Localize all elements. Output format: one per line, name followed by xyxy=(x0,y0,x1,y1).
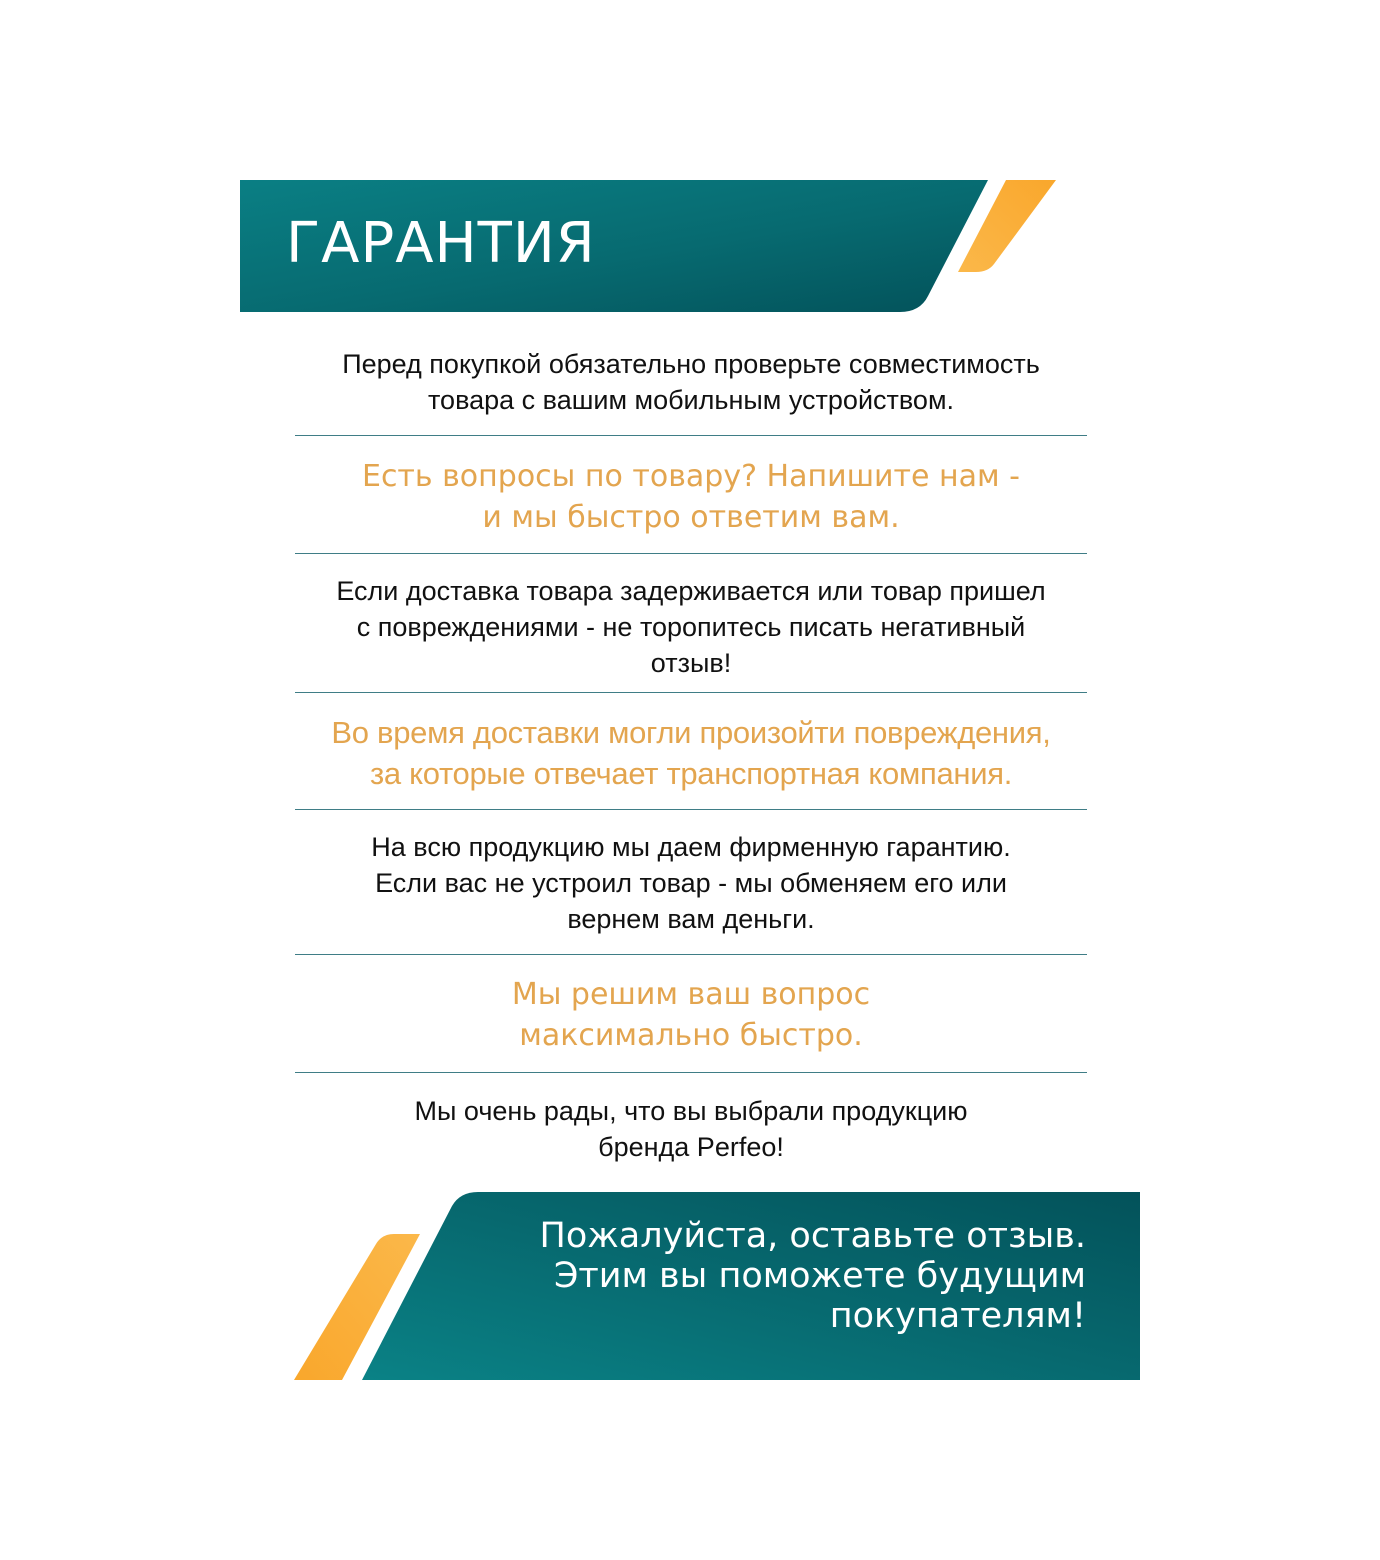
info-block-thanks xyxy=(295,1073,1087,1173)
page-title: ГАРАНТИЯ xyxy=(286,211,596,276)
footer-banner xyxy=(294,1192,1140,1380)
info-block-fast-resolution xyxy=(295,955,1087,1073)
info-blocks xyxy=(295,330,1087,1173)
info-block-delivery-delay xyxy=(295,554,1087,693)
transport-damage-text: Во время доставки могли произойти повреждения, за которые отвечает транспортная компания. xyxy=(331,715,1051,791)
compatibility-text: Перед покупкой обязательно проверьте совместимость товара с вашим мобильным устройством. xyxy=(342,349,1040,415)
delivery-delay-text: Если доставка товара задерживается или товар пришел с повреждениями - не торопитесь писать негативный отзыв! xyxy=(336,576,1046,678)
info-block-compatibility xyxy=(295,330,1087,436)
thanks-text: Мы очень рады, что вы выбрали продукцию бренда Perfeo! xyxy=(414,1096,968,1162)
warranty-card xyxy=(240,180,1140,1380)
info-block-transport-damage xyxy=(295,693,1087,810)
info-block-questions xyxy=(295,436,1087,554)
guarantee-text: На всю продукцию мы даем фирменную гарантию. Если вас не устроил товар - мы обменяем его или вернем вам деньги. xyxy=(371,832,1011,934)
info-block-guarantee xyxy=(295,810,1087,955)
questions-text: Есть вопросы по товару? Напишите нам - и мы быстро ответим вам. xyxy=(361,459,1021,535)
fast-resolution-text: Мы решим ваш вопрос максимально быстро. xyxy=(511,977,871,1053)
header-banner xyxy=(240,180,1140,312)
review-request-text: Пожалуйста, оставьте отзыв. Этим вы поможете будущим покупателям! xyxy=(539,1216,1086,1336)
